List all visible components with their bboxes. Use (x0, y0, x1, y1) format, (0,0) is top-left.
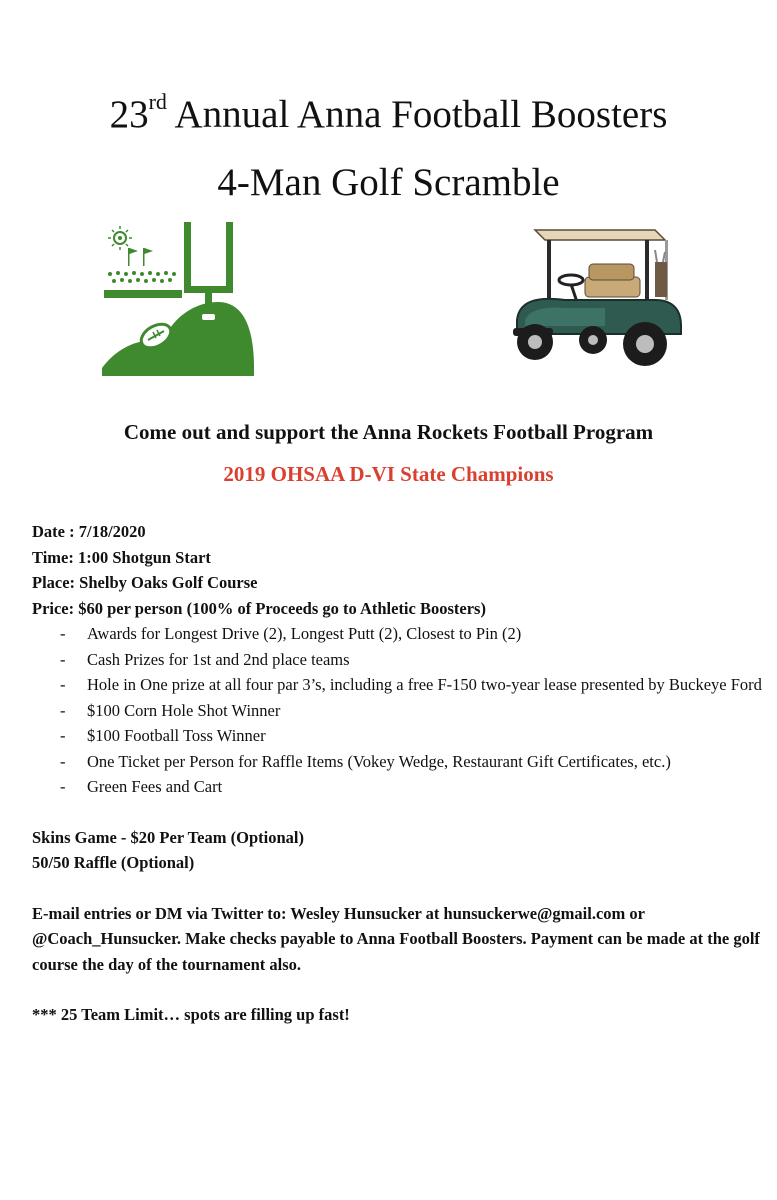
event-place: Place: Shelby Oaks Golf Course (32, 573, 258, 592)
fifty-fifty-raffle: 50/50 Raffle (Optional) (32, 853, 195, 872)
bullet-dash: - (60, 726, 66, 745)
bullet-dash: - (60, 751, 66, 771)
bullet-dash: - (60, 649, 66, 669)
list-item: - Cash Prizes for 1st and 2nd place teams (32, 647, 762, 673)
tagline: Come out and support the Anna Rockets Football Program (123, 420, 654, 444)
team-limit-note: *** 25 Team Limit… spots are filling up fast! (32, 1005, 350, 1024)
list-item: - $100 Corn Hole Shot Winner (32, 698, 762, 724)
flyer-title-line1 (0, 89, 777, 138)
list-item: - $100 Football Toss Winner (32, 723, 762, 749)
title-ordinal-suffix: rd (148, 89, 167, 114)
event-price: Price: $60 per person (100% of Proceeds go to Athletic Boosters) (32, 598, 486, 618)
list-item: - Green Fees and Cart (32, 774, 762, 800)
bullet-dash: - (60, 624, 66, 643)
contact-info: E-mail entries or DM via Twitter to: Wesley Hunsucker at hunsuckerwe@gmail.com or @Coach_Hunsucker. Make checks payable to Anna Football Boosters. Payment can be made at the golf course the day of the tournament also. (32, 903, 760, 974)
perks-list (32, 621, 762, 800)
champions-banner: 2019 OHSAA D-VI State Champions (223, 462, 554, 486)
list-item: - Awards for Longest Drive (2), Longest Putt (2), Closest to Pin (2) (32, 621, 762, 647)
title-ordinal: 23 (109, 93, 149, 136)
title-text: Annual Anna Football Boosters (166, 93, 668, 136)
event-details (32, 519, 762, 1028)
bullet-dash: - (60, 700, 66, 720)
skins-game: Skins Game - $20 Per Team (Optional) (32, 827, 304, 847)
golf-cart-clipart (505, 222, 695, 377)
flyer-title-line2: 4-Man Golf Scramble (217, 161, 560, 204)
event-time: Time: 1:00 Shotgun Start (32, 547, 211, 567)
event-date: Date : 7/18/2020 (32, 522, 146, 541)
bullet-dash: - (60, 675, 66, 694)
list-item: - One Ticket per Person for Raffle Items (Vokey Wedge, Restaurant Gift Certificates, etc.) (32, 749, 762, 775)
football-golf-field-clipart (98, 218, 258, 378)
list-item: - Hole in One prize at all four par 3’s, including a free F-150 two-year lease presented by Buckeye Ford (32, 672, 762, 698)
bullet-dash: - (60, 777, 66, 796)
